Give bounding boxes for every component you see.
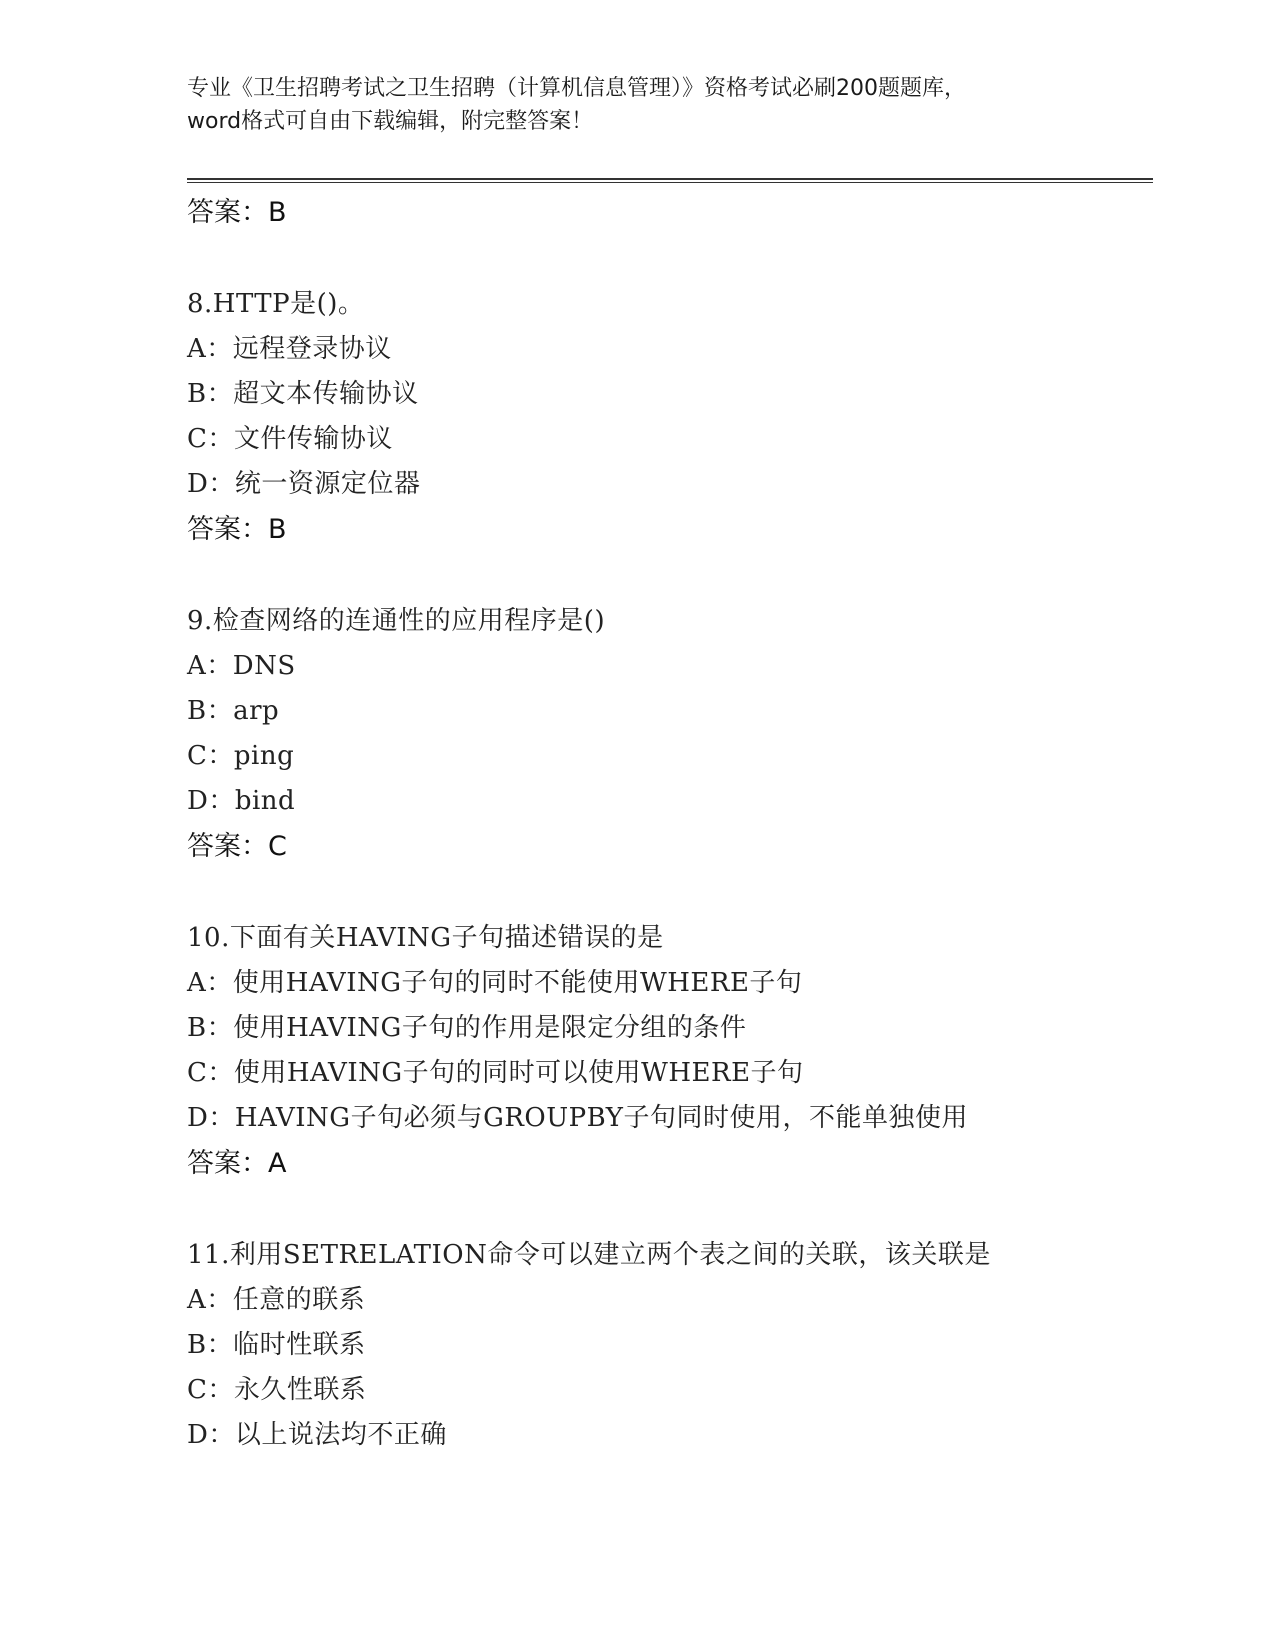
option-a: A：任意的联系 <box>187 1285 366 1315</box>
spacer <box>187 552 1153 599</box>
option-d: D：以上说法均不正确 <box>187 1420 447 1450</box>
question-list <box>187 190 1153 1458</box>
header-line-2: word格式可自由下载编辑，附完整答案！ <box>187 109 594 134</box>
question-stem: 8.HTTP是()。 <box>187 289 365 319</box>
question-10 <box>187 916 1153 1186</box>
spacer <box>187 869 1153 916</box>
option-c: C：ping <box>187 741 295 771</box>
option-b: B：arp <box>187 696 280 726</box>
answer-line: 答案：B <box>187 197 287 228</box>
option-a: A：使用HAVING子句的同时不能使用WHERE子句 <box>187 968 803 998</box>
spacer <box>187 235 1153 282</box>
question-stem: 10.下面有关HAVING子句描述错误的是 <box>187 923 664 953</box>
option-c: C：文件传输协议 <box>187 424 393 454</box>
option-d: D：统一资源定位器 <box>187 469 421 499</box>
document-header <box>187 72 1087 138</box>
answer-line: 答案：C <box>187 831 287 862</box>
option-a: A：远程登录协议 <box>187 334 392 364</box>
question-stem: 11.利用SETRELATION命令可以建立两个表之间的关联，该关联是 <box>187 1240 991 1270</box>
question-stem: 9.检查网络的连通性的应用程序是() <box>187 606 606 636</box>
option-b: B：临时性联系 <box>187 1330 366 1360</box>
question-11 <box>187 1233 1153 1458</box>
question-9 <box>187 599 1153 869</box>
option-b: B：超文本传输协议 <box>187 379 419 409</box>
option-b: B：使用HAVING子句的作用是限定分组的条件 <box>187 1013 747 1043</box>
spacer <box>187 1186 1153 1233</box>
option-c: C：使用HAVING子句的同时可以使用WHERE子句 <box>187 1058 804 1088</box>
option-c: C：永久性联系 <box>187 1375 367 1405</box>
question-8 <box>187 282 1153 552</box>
option-d: D：bind <box>187 786 296 816</box>
header-line-1: 专业《卫生招聘考试之卫生招聘（计算机信息管理）》资格考试必刷200题题库， <box>187 76 966 101</box>
header-divider <box>187 178 1153 183</box>
answer-line: 答案：A <box>187 1148 287 1179</box>
option-a: A：DNS <box>187 651 296 681</box>
option-d: D：HAVING子句必须与GROUPBY子句同时使用，不能单独使用 <box>187 1103 968 1133</box>
answer-line: 答案：B <box>187 514 287 545</box>
